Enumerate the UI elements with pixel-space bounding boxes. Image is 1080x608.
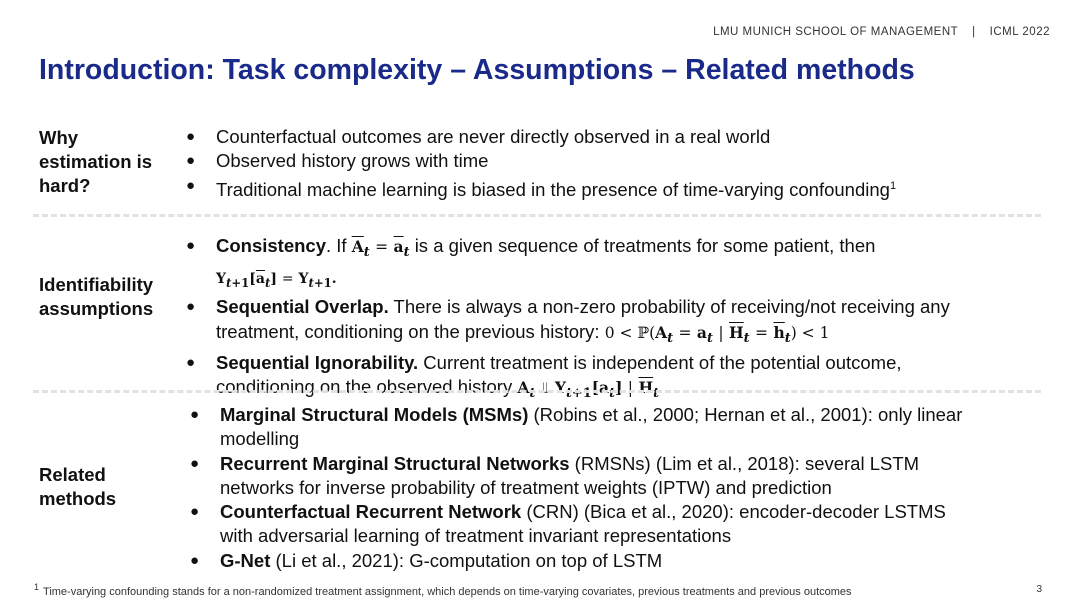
list-item: ● G-Net (Li et al., 2021): G-computation on top of LSTM: [188, 549, 962, 573]
institution-name: LMU MUNICH SCHOOL OF MANAGEMENT: [713, 26, 959, 38]
list-item: ● Counterfactual outcomes are never directly observed in a real world: [184, 125, 896, 149]
section-divider: [33, 390, 1041, 393]
header-separator: |: [972, 26, 976, 38]
conference-name: ICML 2022: [989, 26, 1050, 38]
list-item: ● Counterfactual Recurrent Network (CRN) (Bica et al., 2020): encoder-decoder LSTMS with adversarial learning of treatment invariant representations: [188, 500, 962, 549]
list-item: ● Traditional machine learning is biased in the presence of time-varying confounding$^1$: [184, 174, 896, 202]
why-list: [184, 125, 896, 202]
ignorability-formula: $A_t$ ⫫ $Y_{t+1}[a_t]$ | $\overline{H}_t$: [517, 378, 660, 402]
list-item: ● Consistency. If $\overline{A}_t = \overline{a}_t$ is a given sequence of treatments for some patient, then $Y_{t+1}[\overline{a}_t] = Y_{t+1}$.: [184, 234, 950, 295]
consistency-formula: $Y_{t+1}[\overline{a}_t] = Y_{t+1}$.: [216, 271, 337, 291]
footnote-number: 1: [34, 582, 40, 592]
footnote: [34, 582, 852, 598]
identifiability-label-line2: assumptions: [39, 298, 154, 319]
identifiability-label: [39, 273, 153, 321]
list-item: ● Marginal Structural Models (MSMs) (Robins et al., 2000; Hernan et al., 2001): only linear modelling: [188, 403, 962, 452]
why-label-line1: Why: [39, 127, 79, 148]
list-item: ● Observed history grows with time: [184, 149, 896, 173]
list-item: ● Recurrent Marginal Structural Networks (RMSNs) (Lim et al., 2018): several LSTM networks for inverse probability of treatment weights (IPTW) and prediction: [188, 452, 962, 501]
consistency-condition-formula: $\overline{A}_t = \overline{a}_t$: [351, 237, 410, 261]
footnote-text: Time-varying confounding stands for a non-randomized treatment assignment, which depends on time-varying covariates, previous treatments and previous outcomes: [43, 586, 852, 598]
assumptions-list: [184, 234, 950, 407]
list-item: ● Sequential Ignorability. Current treatment is independent of the potential outcome, conditioning on the observed history $A_t$ ⫫ $Y_{t+1}[a_t]$ | $\overline{H}_t$: [184, 351, 950, 407]
slide-title: Introduction: Task complexity – Assumptions – Related methods: [39, 54, 915, 86]
related-methods-list: [188, 403, 962, 573]
slide-header: [713, 26, 1050, 38]
list-item: ● Sequential Overlap. There is always a non-zero probability of receiving/not receiving any treatment, conditioning on the previous history: $0 < ℙ(A_t = a_t$ | $\overline{H}_t = \overline{h}_t) < 1$: [184, 295, 950, 351]
footnote-marker: 1: [889, 179, 897, 192]
why-label-line2: estimation is: [39, 151, 153, 172]
related-label-line2: methods: [39, 488, 117, 509]
identifiability-label-line1: Identifiability: [39, 274, 154, 295]
why-label-line3: hard?: [39, 175, 91, 196]
section-divider: [33, 214, 1041, 217]
consistency-title: Consistency: [216, 235, 327, 256]
overlap-title: Sequential Overlap.: [216, 296, 389, 318]
overlap-formula: $0 < ℙ(A_t = a_t$ | $\overline{H}_t = \overline{h}_t) < 1$: [604, 322, 830, 346]
related-label: [39, 463, 116, 511]
why-label: [39, 126, 152, 198]
related-label-line1: Related: [39, 464, 106, 485]
page-number: 3: [1036, 584, 1042, 595]
ignorability-title: Sequential Ignorability.: [216, 352, 419, 374]
